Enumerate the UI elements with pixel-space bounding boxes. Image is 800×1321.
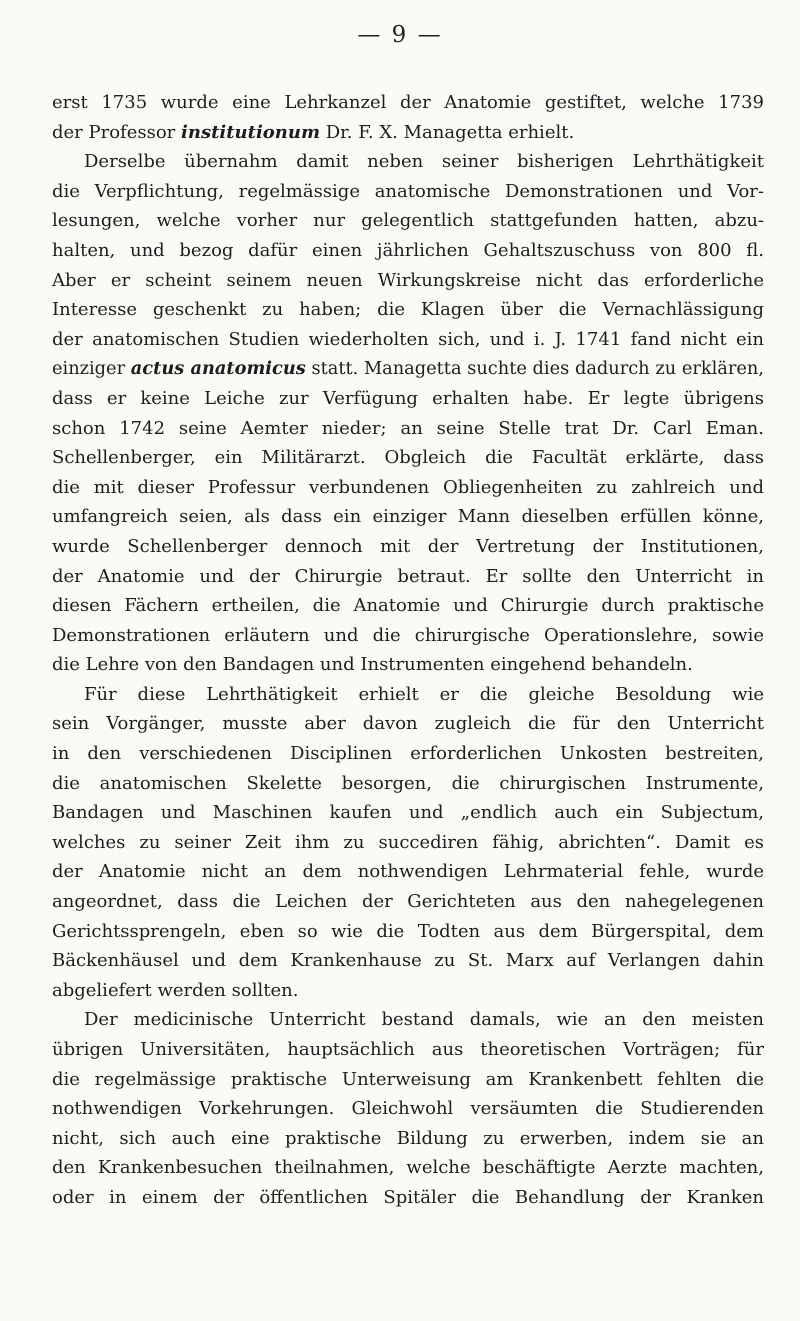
- text-segment: statt. Managetta suchte dies dadurch zu erklären,: [305, 358, 764, 380]
- body-text: [52, 88, 764, 1213]
- text-line: [52, 443, 764, 473]
- text-line: [52, 473, 764, 503]
- text-line: [52, 88, 764, 118]
- text-segment: übrigen Universitäten, hauptsächlich aus theoretischen Vorträgen; für: [52, 1039, 764, 1060]
- text-segment: sein Vorgänger, musste aber davon zugleich die für den Unterricht: [52, 713, 764, 735]
- text-line: [52, 206, 764, 236]
- text-segment: die regelmässige praktische Unterweisung am Krankenbett fehlten die: [52, 1068, 764, 1090]
- text-line: [52, 1005, 764, 1035]
- text-line: [52, 680, 764, 710]
- text-line: [52, 354, 764, 384]
- text-line: [52, 917, 764, 947]
- text-segment: Interesse geschenkt zu haben; die Klagen über die Vernachlässigung: [52, 299, 764, 321]
- text-segment: die anatomischen Skelette besorgen, die chirurgischen Instrumente,: [52, 772, 764, 794]
- text-segment: erst 1735 wurde eine Lehrkanzel der Anatomie gestiftet, welche 1739: [52, 92, 764, 113]
- text-line: [52, 769, 764, 799]
- text-line: [52, 147, 764, 177]
- text-segment: Dr. F. X. Managetta erhielt.: [320, 121, 575, 143]
- text-line: [52, 325, 764, 355]
- page-number: — 9 —: [357, 22, 443, 48]
- text-line: [52, 650, 764, 680]
- emphasized-latin-term: actus anatomicus: [130, 358, 306, 380]
- text-line: [52, 532, 764, 562]
- text-line: [52, 976, 764, 1006]
- text-segment: Demonstrationen erläutern und die chirurgische Operationslehre, sowie: [52, 624, 764, 646]
- text-segment: den Krankenbesuchen theilnahmen, welche beschäftigte Aerzte machten,: [52, 1157, 764, 1179]
- text-line: [52, 414, 764, 444]
- text-line: [52, 798, 764, 828]
- text-segment: Schellenberger, ein Militärarzt. Obgleich die Facultät erklärte, dass: [52, 447, 764, 469]
- text-line: [52, 266, 764, 296]
- text-line: [52, 1124, 764, 1154]
- text-line: [52, 828, 764, 858]
- text-segment: diesen Fächern ertheilen, die Anatomie und Chirurgie durch praktische: [52, 595, 764, 617]
- text-segment: Bäckenhäusel und dem Krankenhause zu St. Marx auf Verlangen dahin: [52, 950, 764, 972]
- emphasized-latin-term: institutionum: [181, 121, 321, 143]
- text-segment: angeordnet, dass die Leichen der Gerichteten aus den nahegelegenen: [52, 891, 764, 913]
- text-line: [52, 621, 764, 651]
- text-segment: in den verschiedenen Disciplinen erforderlichen Unkosten bestreiten,: [52, 743, 764, 765]
- text-segment: die Verpflichtung, regelmässige anatomische Demonstrationen und Vor-: [52, 180, 764, 202]
- text-segment: welches zu seiner Zeit ihm zu succediren fähig, abrichten“. Damit es: [52, 831, 764, 853]
- text-segment: umfangreich seien, als dass ein einziger Mann dieselben erfüllen könne,: [52, 506, 764, 528]
- text-line: [52, 887, 764, 917]
- text-segment: nicht, sich auch eine praktische Bildung zu erwerben, indem sie an: [52, 1127, 764, 1149]
- text-line: [52, 1035, 764, 1065]
- text-line: [52, 709, 764, 739]
- text-segment: schon 1742 seine Aemter nieder; an seine Stelle trat Dr. Carl Eman.: [52, 417, 764, 439]
- text-line: [52, 739, 764, 769]
- text-line: [52, 857, 764, 887]
- text-segment: die mit dieser Professur verbundenen Obliegenheiten zu zahlreich und: [52, 476, 764, 498]
- text-line: [52, 1094, 764, 1124]
- text-line: [52, 1183, 764, 1213]
- text-segment: nothwendigen Vorkehrungen. Gleichwohl versäumten die Studierenden: [52, 1098, 764, 1120]
- text-segment: der Anatomie und der Chirurgie betraut. Er sollte den Unterricht in: [52, 565, 764, 587]
- text-line: [52, 562, 764, 592]
- text-line: [52, 295, 764, 325]
- text-line: [52, 946, 764, 976]
- text-line: [52, 118, 764, 148]
- text-segment: Für diese Lehrthätigkeit erhielt er die gleiche Besoldung wie: [84, 683, 764, 705]
- text-line: [52, 502, 764, 532]
- text-segment: die Lehre von den Bandagen und Instrumenten eingehend behandeln.: [52, 654, 693, 676]
- text-segment: Bandagen und Maschinen kaufen und „endlich auch ein Subjectum,: [52, 802, 764, 824]
- text-segment: Der medicinische Unterricht bestand damals, wie an den meisten: [84, 1009, 764, 1031]
- text-segment: Gerichtssprengeln, eben so wie die Todten aus dem Bürgerspital, dem: [52, 920, 764, 942]
- text-segment: der anatomischen Studien wiederholten sich, und i. J. 1741 fand nicht ein: [52, 328, 764, 350]
- text-segment: einziger: [52, 358, 131, 380]
- text-line: [52, 384, 764, 414]
- text-line: [52, 591, 764, 621]
- text-segment: dass er keine Leiche zur Verfügung erhalten habe. Er legte übrigens: [52, 387, 764, 409]
- text-line: [52, 236, 764, 266]
- text-segment: oder in einem der öffentlichen Spitäler die Behandlung der Kranken: [52, 1186, 764, 1208]
- text-segment: Aber er scheint seinem neuen Wirkungskreise nicht das erforderliche: [52, 269, 764, 291]
- text-line: [52, 177, 764, 207]
- text-segment: wurde Schellenberger dennoch mit der Vertretung der Institutionen,: [52, 535, 764, 557]
- text-segment: lesungen, welche vorher nur gelegentlich stattgefunden hatten, abzu-: [52, 210, 764, 232]
- text-line: [52, 1065, 764, 1095]
- text-segment: halten, und bezog dafür einen jährlichen Gehaltszuschuss von 800 fl.: [52, 239, 764, 261]
- text-segment: der Professor: [52, 121, 182, 143]
- text-line: [52, 1153, 764, 1183]
- text-segment: der Anatomie nicht an dem nothwendigen Lehrmaterial fehle, wurde: [52, 861, 764, 883]
- text-segment: Derselbe übernahm damit neben seiner bisherigen Lehrthätigkeit: [84, 151, 764, 173]
- text-segment: abgeliefert werden sollten.: [52, 979, 299, 1001]
